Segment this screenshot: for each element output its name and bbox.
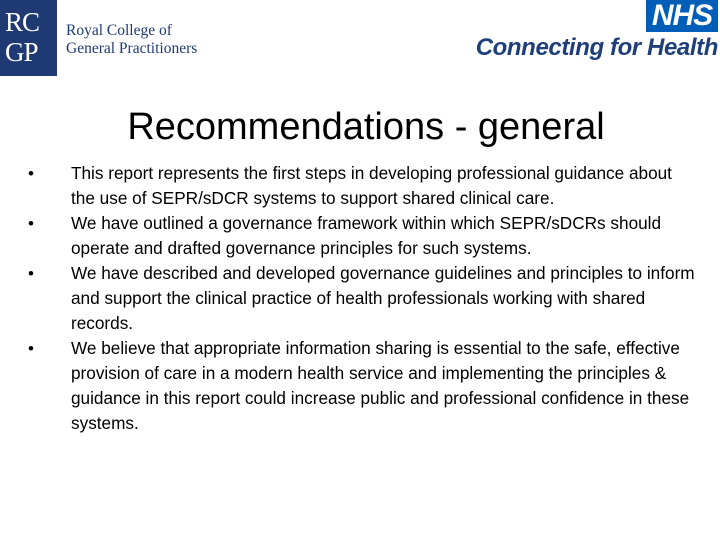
bullet-text: This report represents the first steps in developing professional guidance about the use of SEPR/sDCR systems to support shared clinical care. (71, 163, 672, 208)
nhs-connecting-for-health-logo (460, 0, 720, 70)
bullet-glyph: • (28, 214, 34, 233)
bullet-text: We have described and developed governance guidelines and principles to inform and support the clinical practice of health professionals working with shared records. (71, 263, 695, 333)
rcgp-monogram-top: RC (5, 7, 40, 37)
rcgp-name-line1: Royal College of (66, 22, 172, 39)
bullet-glyph: • (28, 339, 34, 358)
rcgp-name-line2: General Practitioners (66, 40, 198, 57)
nhs-badge: NHS (646, 0, 718, 32)
bullet-item (28, 261, 700, 336)
bullet-text: We have outlined a governance framework within which SEPR/sDCRs should operate and drafted governance principles for such systems. (71, 213, 662, 258)
nhs-tagline: Connecting for Health (475, 34, 718, 61)
bullet-glyph: • (28, 164, 34, 183)
bullet-item (28, 336, 700, 436)
rcgp-monogram-box (0, 0, 57, 76)
rcgp-name (66, 22, 197, 58)
bullet-list (28, 161, 700, 436)
bullet-item (28, 161, 700, 211)
slide-title: Recommendations - general (127, 106, 605, 148)
bullet-glyph: • (28, 264, 34, 283)
rcgp-monogram-bottom: GP (5, 37, 38, 67)
bullet-text: We believe that appropriate information sharing is essential to the safe, effective provision of care in a modern health service and implementing the principles & guidance in this report could increase public and professional confidence in these systems. (71, 338, 690, 433)
bullet-item (28, 211, 700, 261)
rcgp-logo (0, 0, 205, 76)
